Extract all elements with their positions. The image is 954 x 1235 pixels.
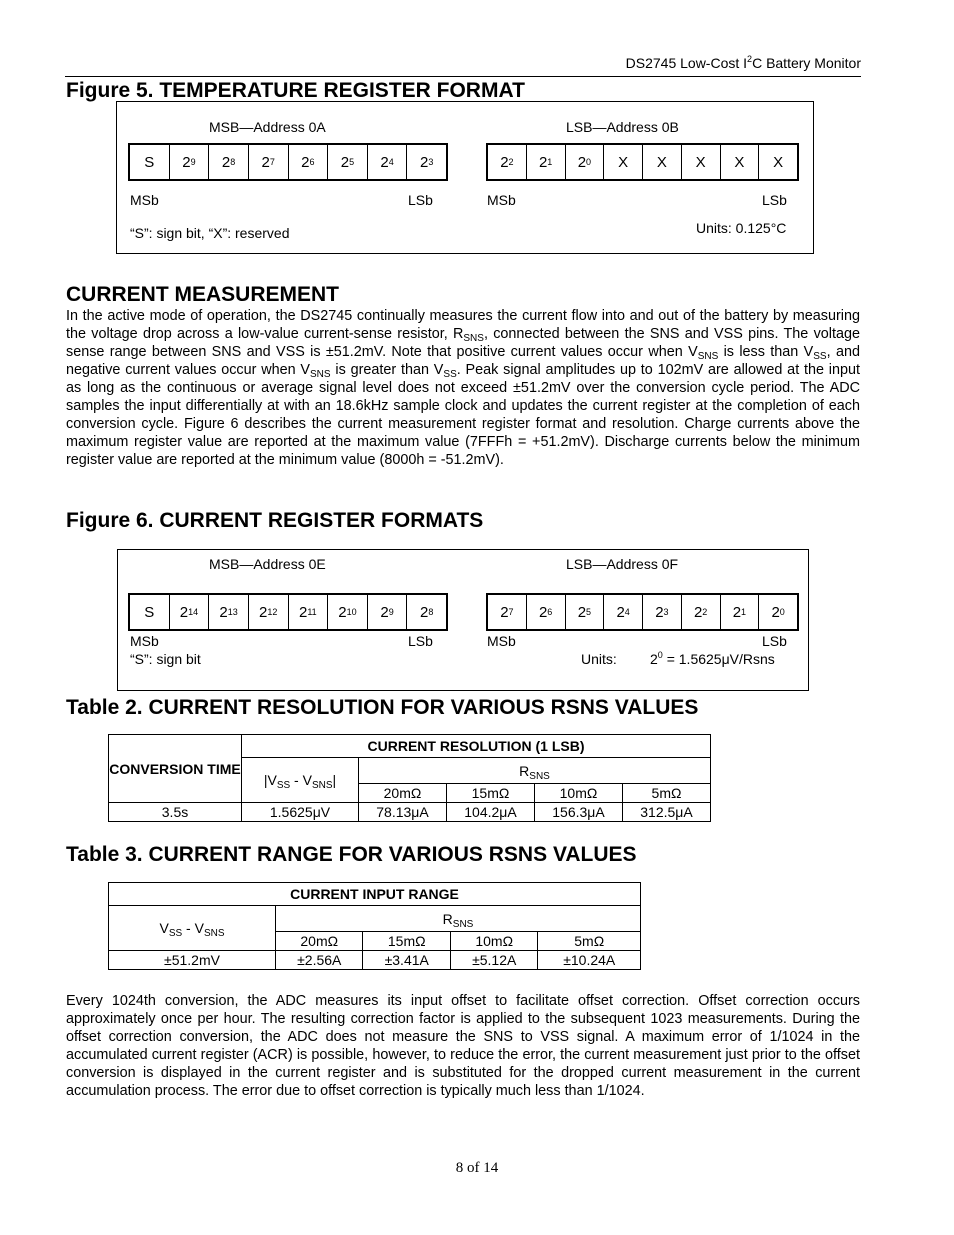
register-bit-cell: 2 3 bbox=[643, 595, 682, 629]
table2-cell: 3.5s bbox=[109, 803, 242, 822]
document-header bbox=[626, 55, 861, 71]
figure5-lsb-bit-label-2: LSb bbox=[762, 192, 787, 208]
figure6-msb-address: MSB—Address 0E bbox=[209, 556, 326, 572]
register-bit-cell: 2 4 bbox=[604, 595, 643, 629]
figure6-lsb-address: LSB—Address 0F bbox=[566, 556, 679, 572]
table2-cell: 1.5625μV bbox=[242, 803, 359, 822]
figure5-msb-address: MSB—Address 0A bbox=[209, 119, 326, 135]
offset-correction-paragraph: Every 1024th conversion, the ADC measures its input offset to facilitate offset correction. Offset correction occurs approximately once per hour. The resulting correction factor is applied to the subsequent 1023 measurements. During the offset correction conversion, the ADC does not measure the SNS to VSS signal. A maximum error of 1/1024 in the accumulated current register (ACR) is possible, however, to reduce the error, the current measurement just prior to the offset conversion is displayed in the current register and is substituted for the dropped current measurement in the current accumulation process. The error due to offset correction is typically much less than 1/1024. bbox=[66, 993, 860, 1099]
table2-vss-header bbox=[242, 758, 359, 803]
rsns-sub: SNS bbox=[529, 770, 550, 782]
figure6-lsb-bit-label-2: LSb bbox=[762, 633, 787, 649]
table3 bbox=[108, 882, 641, 970]
table2-title: Table 2. CURRENT RESOLUTION FOR VARIOUS RSNS VALUES bbox=[66, 696, 699, 719]
figure6-units-label: Units: bbox=[581, 651, 617, 667]
paragraph-text: , and negative current values occur when V bbox=[66, 344, 860, 378]
table-row bbox=[109, 803, 711, 822]
units-base: 2 bbox=[650, 651, 658, 667]
register-bit-cell: 2 6 bbox=[527, 595, 566, 629]
vss-sub: SS bbox=[276, 780, 291, 791]
figure5-lsb-address: LSB—Address 0B bbox=[566, 119, 679, 135]
register-bit-cell bbox=[682, 145, 721, 179]
bit-base: 2 bbox=[693, 603, 703, 621]
bit-base: 2 bbox=[771, 603, 780, 621]
vss-post: | bbox=[332, 772, 337, 788]
bit-base: 2 bbox=[655, 603, 664, 621]
register-bit-cell: 2 11 bbox=[289, 595, 329, 629]
figure5-lsb-bit-label: LSb bbox=[408, 192, 433, 208]
register-bit-cell bbox=[759, 145, 797, 179]
bit-base: 2 bbox=[538, 153, 548, 171]
bit-base: 2 bbox=[182, 153, 191, 171]
figure5-lsb-register bbox=[486, 143, 799, 181]
register-bit-cell: 2 7 bbox=[249, 145, 289, 179]
register-bit-cell: 2 5 bbox=[328, 145, 368, 179]
bit-base: X bbox=[656, 153, 667, 171]
register-bit-cell: 2 10 bbox=[328, 595, 368, 629]
current-measurement-paragraph bbox=[66, 307, 860, 469]
bit-base: 2 bbox=[179, 603, 189, 621]
bit-base: S bbox=[144, 153, 155, 171]
table2-cell: 104.2μA bbox=[447, 803, 535, 822]
table3-cell: ±10.24A bbox=[538, 951, 641, 970]
bit-base: 2 bbox=[340, 153, 350, 171]
header-title: DS2745 Low-Cost I bbox=[625, 55, 748, 71]
register-bit-cell: 2 1 bbox=[721, 595, 760, 629]
table2-cell: 78.13μA bbox=[359, 803, 447, 822]
register-bit-cell bbox=[604, 145, 643, 179]
bit-base: X bbox=[695, 153, 706, 171]
bit-base: 2 bbox=[301, 153, 310, 171]
register-bit-cell: 2 2 bbox=[488, 145, 527, 179]
table2-rsns-header bbox=[359, 758, 711, 784]
figure6-msb-bit-label-2: MSb bbox=[487, 633, 516, 649]
header-superscript: 2 bbox=[747, 54, 753, 64]
units-text: = 1.5625μV/Rsns bbox=[662, 651, 775, 667]
register-bit-cell: 2 8 bbox=[209, 145, 249, 179]
bit-base: 2 bbox=[616, 603, 625, 621]
bit-base: 2 bbox=[221, 153, 231, 171]
table2-resistor: 20mΩ bbox=[359, 784, 447, 803]
bit-base: 2 bbox=[219, 603, 228, 621]
bit-base: 2 bbox=[732, 603, 742, 621]
subscript-text: SNS bbox=[310, 369, 331, 380]
rsns-base: R bbox=[442, 910, 453, 927]
table2-resistor: 15mΩ bbox=[447, 784, 535, 803]
figure6-lsb-register bbox=[486, 593, 799, 631]
bit-base: 2 bbox=[538, 603, 548, 621]
figure6-units-value bbox=[650, 651, 775, 667]
header-title-end: C Battery Monitor bbox=[752, 55, 861, 71]
bit-base: 2 bbox=[420, 603, 429, 621]
register-bit-cell: 2 0 bbox=[771, 603, 785, 621]
table2-group-header: CURRENT RESOLUTION (1 LSB) bbox=[242, 735, 711, 758]
bit-base: 2 bbox=[380, 603, 389, 621]
vsns-sub: SNS bbox=[311, 780, 333, 791]
register-bit-cell: 2 12 bbox=[249, 595, 289, 629]
figure6-title: Figure 6. CURRENT REGISTER FORMATS bbox=[66, 509, 484, 532]
table2 bbox=[108, 734, 711, 822]
table3-resistor: 15mΩ bbox=[363, 932, 450, 951]
table-row bbox=[109, 951, 641, 970]
figure5-msb-bit-label-2: MSb bbox=[487, 192, 516, 208]
register-bit-cell: 2 9 bbox=[368, 595, 408, 629]
vsns-sub: SNS bbox=[203, 928, 225, 939]
table3-vss-header bbox=[109, 906, 276, 951]
bit-base: X bbox=[734, 153, 745, 171]
figure6-msb-register bbox=[128, 593, 448, 631]
figure5-msb-register bbox=[128, 143, 448, 181]
vss-pre: |V bbox=[263, 772, 277, 788]
table2-cell: 156.3μA bbox=[535, 803, 623, 822]
figure5-note: “S”: sign bit, “X”: reserved bbox=[130, 225, 290, 241]
v-mid: - V bbox=[182, 920, 204, 936]
bit-base: 2 bbox=[298, 603, 308, 621]
figure5-units: Units: 0.125°C bbox=[696, 220, 787, 236]
bit-base: 2 bbox=[500, 603, 509, 621]
vss-mid: - V bbox=[290, 772, 312, 788]
figure5-box bbox=[116, 101, 814, 254]
table2-resistor: 5mΩ bbox=[623, 784, 711, 803]
paragraph-text: . Peak signal amplitudes up to 102mV are allowed at the input as long as the continuous or average signal level does not exceed ±51.2mV over the conversion cycle period. The ADC samples the input differentially at with an 18.6kHz sample clock and updates the current register at the completion of each conversion cycle. Figure 6 describes the current measurement register format and resolution. Charge currents above the maximum register value are reported at the maximum value (7FFFh = +51.2mV). Discharge currents below the minimum register value are reported at the minimum value (8000h = -51.2mV). bbox=[66, 362, 861, 468]
register-bit-cell: 2 0 bbox=[566, 145, 605, 179]
subscript-text: SS bbox=[443, 369, 457, 380]
table3-cell: ±5.12A bbox=[450, 951, 537, 970]
bit-base: 2 bbox=[380, 153, 389, 171]
register-bit-cell: 2 6 bbox=[289, 145, 329, 179]
register-bit-cell: 2 8 bbox=[420, 603, 434, 621]
bit-base: X bbox=[618, 153, 629, 171]
bit-base: X bbox=[773, 153, 784, 171]
figure6-box bbox=[117, 549, 809, 691]
paragraph-text: is less than V bbox=[718, 344, 814, 360]
table3-resistor: 10mΩ bbox=[450, 932, 537, 951]
paragraph-text: is greater than V bbox=[330, 362, 444, 378]
table2-resistor: 10mΩ bbox=[535, 784, 623, 803]
table2-col-conversion-time: CONVERSION TIME bbox=[109, 735, 242, 803]
table3-rsns-header bbox=[276, 906, 641, 932]
bit-base: S bbox=[144, 603, 155, 621]
bit-base: 2 bbox=[577, 603, 587, 621]
register-bit-cell bbox=[643, 145, 682, 179]
table3-cell: ±3.41A bbox=[363, 951, 450, 970]
figure5-msb-bit-label: MSb bbox=[130, 192, 159, 208]
table3-resistor: 20mΩ bbox=[276, 932, 363, 951]
vss-sub: SS bbox=[168, 928, 183, 939]
register-bit-cell: 2 7 bbox=[488, 595, 527, 629]
figure6-lsb-bit-label: LSb bbox=[408, 633, 433, 649]
table3-group-header: CURRENT INPUT RANGE bbox=[109, 883, 641, 906]
subscript-text: SS bbox=[813, 351, 827, 362]
bit-base: 2 bbox=[261, 153, 270, 171]
register-bit-cell bbox=[130, 145, 170, 179]
bit-base: 2 bbox=[259, 603, 268, 621]
figure5-title: Figure 5. TEMPERATURE REGISTER FORMAT bbox=[66, 79, 525, 102]
subscript-text: SNS bbox=[697, 351, 719, 362]
figure6-note: “S”: sign bit bbox=[130, 651, 201, 667]
rsns-sub: SNS bbox=[452, 918, 474, 930]
table2-cell: 312.5μA bbox=[623, 803, 711, 822]
paragraph-text: , connected between the SNS and VSS pins. The voltage sense range between SNS and VSS is ±51.2mV. Note that positive current values occur when V bbox=[66, 326, 860, 360]
figure6-msb-bit-label: MSb bbox=[130, 633, 159, 649]
rsns-base: R bbox=[519, 762, 530, 779]
v-pre: V bbox=[159, 920, 169, 936]
register-bit-cell: 2 3 bbox=[420, 153, 434, 171]
subscript-text: SNS bbox=[463, 333, 484, 344]
register-bit-cell: 2 14 bbox=[170, 595, 210, 629]
table3-resistor: 5mΩ bbox=[538, 932, 641, 951]
units-exponent: 0 bbox=[657, 650, 663, 660]
bit-base: 2 bbox=[338, 603, 347, 621]
register-bit-cell bbox=[130, 595, 170, 629]
bit-base: 2 bbox=[500, 153, 509, 171]
page-number: 8 of 14 bbox=[455, 1160, 499, 1176]
register-bit-cell: 2 9 bbox=[170, 145, 210, 179]
table3-cell: ±2.56A bbox=[276, 951, 363, 970]
register-bit-cell: 2 1 bbox=[527, 145, 566, 179]
current-measurement-heading: CURRENT MEASUREMENT bbox=[66, 283, 339, 306]
paragraph-text: In the active mode of operation, the DS2745 continually measures the current flow into and out of the battery by measuring the voltage drop across a low-value current-sense resistor, R bbox=[66, 308, 860, 342]
header-rule bbox=[65, 76, 861, 77]
bit-base: 2 bbox=[577, 153, 587, 171]
table3-cell: ±51.2mV bbox=[109, 951, 276, 970]
register-bit-cell bbox=[721, 145, 760, 179]
register-bit-cell: 2 4 bbox=[368, 145, 408, 179]
bit-base: 2 bbox=[420, 153, 429, 171]
register-bit-cell: 2 2 bbox=[682, 595, 721, 629]
table3-title: Table 3. CURRENT RANGE FOR VARIOUS RSNS VALUES bbox=[66, 843, 637, 866]
register-bit-cell: 2 5 bbox=[566, 595, 605, 629]
register-bit-cell: 2 13 bbox=[209, 595, 249, 629]
